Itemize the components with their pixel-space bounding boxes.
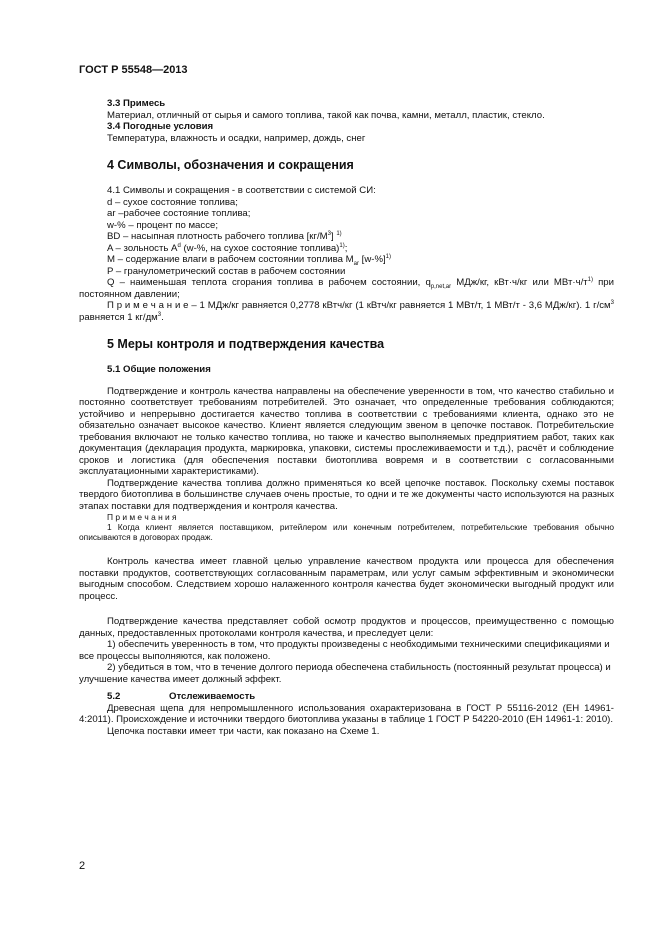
document-body — [79, 98, 614, 737]
symbol-a: A – зольность $A^d$ (w-%, на сухое состояние топлива)$^{1)}$; — [107, 242, 348, 254]
section-3-3-text: Материал, отличный от сырья и самого топлива, такой как почва, камни, металл, пластик, стекло. — [107, 109, 545, 121]
note-1: 1 Когда клиент является поставщиком, ритейлером или конечным потребителем, потребительские требования обычно описываются в договорах продаж. — [79, 522, 614, 542]
section-5-heading: 5 Меры контроля и подтверждения качества — [107, 337, 385, 351]
section-5-2-paragraph-1: Древесная щепа для непромышленного использования охарактеризована в ГОСТ Р 55116-2012 (ЕН 14961-4:2011). Происхождение и источники твердого биотоплива указаны в таблице 1 ГОСТ Р 54220-2010 (ЕН 14961-1: 2010). — [79, 702, 614, 725]
section-4-note: П р и м е ч а н и е – 1 МДж/кг равняется 0,2778 кВтч/кг (1 кВтч/кг равняется 1 МВт/т, 1 МВт/т - 3,6 МДж/кг). 1 $г/см^3$ равняется 1 $кг/дм^3$. — [79, 299, 615, 323]
section-4-heading: 4 Символы, обозначения и сокращения — [107, 158, 354, 172]
document-header: ГОСТ Р 55548—2013 — [79, 64, 188, 76]
section-3-3-title: 3.3 Примесь — [107, 98, 166, 109]
section-5-1-paragraph-4: Подтверждение качества представляет собой осмотр продуктов и процессов, преимущественно с помощью данных, предоставленных протоколами контроля качества, и преследует цели: — [79, 616, 614, 639]
symbol-w: w-% – процент по массе; — [107, 219, 218, 231]
notes-label: П р и м е ч а н и я — [107, 512, 177, 522]
section-5-1-goal-1: 1) обеспечить уверенность в том, что продукты произведены с необходимыми техническими спецификациями и все процессы выполняются, как положено. — [79, 639, 610, 662]
section-5-1-paragraph-1: Подтверждение и контроль качества направлены на обеспечение уверенности в том, что качество стабильно и постоянно соответствует требованиям потребителей. Это означает, что определенные требования соблюдаются; устойчиво и непрерывно достигается качество топлива в соответствии с требованиями клиента, однако это не обязательно означает высокое качество. Клиент является следующим звеном в цепочке поставок. Потребительские требования включают не только качество топлива, но также и качество выполняемых предприятием работ, таких как документация (декларация продукта, маркировка, упаковки, системы прослеживаемости и т.д.), расчёт и соблюдение сроков и логистика (для обеспечения поставки биотоплива вовремя и в соответствии с согласованными эксплуатационными характеристиками). — [79, 385, 614, 477]
section-4-1-intro: 4.1 Символы и сокращения - в соответствии с системой СИ: — [107, 185, 376, 196]
section-3-4-title: 3.4 Погодные условия — [107, 121, 214, 132]
section-5-2-title: 5.2 Отслеживаемость — [107, 691, 256, 702]
section-5-1-paragraph-3: Контроль качества имеет главной целью управление качеством продукта или процесса для обеспечения поставки продуктов, соответствующих согласованным параметрам, или услуг самым эффективным и экономически выгодным способом. Следствием хорошо налаженного контроля качества будет экономически выгодный продукт или процесс. — [79, 556, 614, 602]
section-3-4-text: Температура, влажность и осадки, например, дождь, снег — [107, 132, 366, 144]
symbol-d: d – сухое состояние топлива; — [107, 196, 238, 208]
symbol-p: P – гранулометрический состав в рабочем состоянии — [107, 265, 346, 277]
section-5-1-title: 5.1 Общие положения — [107, 364, 211, 375]
page-number: 2 — [79, 860, 86, 872]
section-5-1-goal-2: 2) убедиться в том, что в течение долгого периода обеспечена стабильность (постоянный результат процесса) и улучшение качества имеет должный эффект. — [79, 662, 611, 685]
symbol-ar: ar –рабочее состояние топлива; — [107, 208, 251, 219]
symbol-bd: BD – насыпная плотность рабочего топлива $[кг/М^3]$ $^{1)}$ — [107, 230, 342, 242]
symbol-m: M – содержание влаги в рабочем состоянии топлива $M_{ar}$ $[w-\%]^{1)}$ — [107, 253, 391, 267]
section-5-1-paragraph-2: Подтверждение качества топлива должно применяться ко всей цепочке поставок. Поскольку схемы поставок твердого биотоплива в большинстве случаев очень простые, то одни и те же документы часто используются на разных этапах поставки для подтверждения и контроля качества. — [79, 477, 614, 512]
symbol-q: Q – наименьшая теплота сгорания топлива в рабочем состоянии, $q_{p,net,ar}$ МДж/кг, кВт·ч/кг или $МВт\cdot ч/т^{1)}$ при постоянном давлении; — [79, 276, 615, 300]
section-5-2-paragraph-2: Цепочка поставки имеет три части, как показано на Схеме 1. — [107, 725, 380, 737]
